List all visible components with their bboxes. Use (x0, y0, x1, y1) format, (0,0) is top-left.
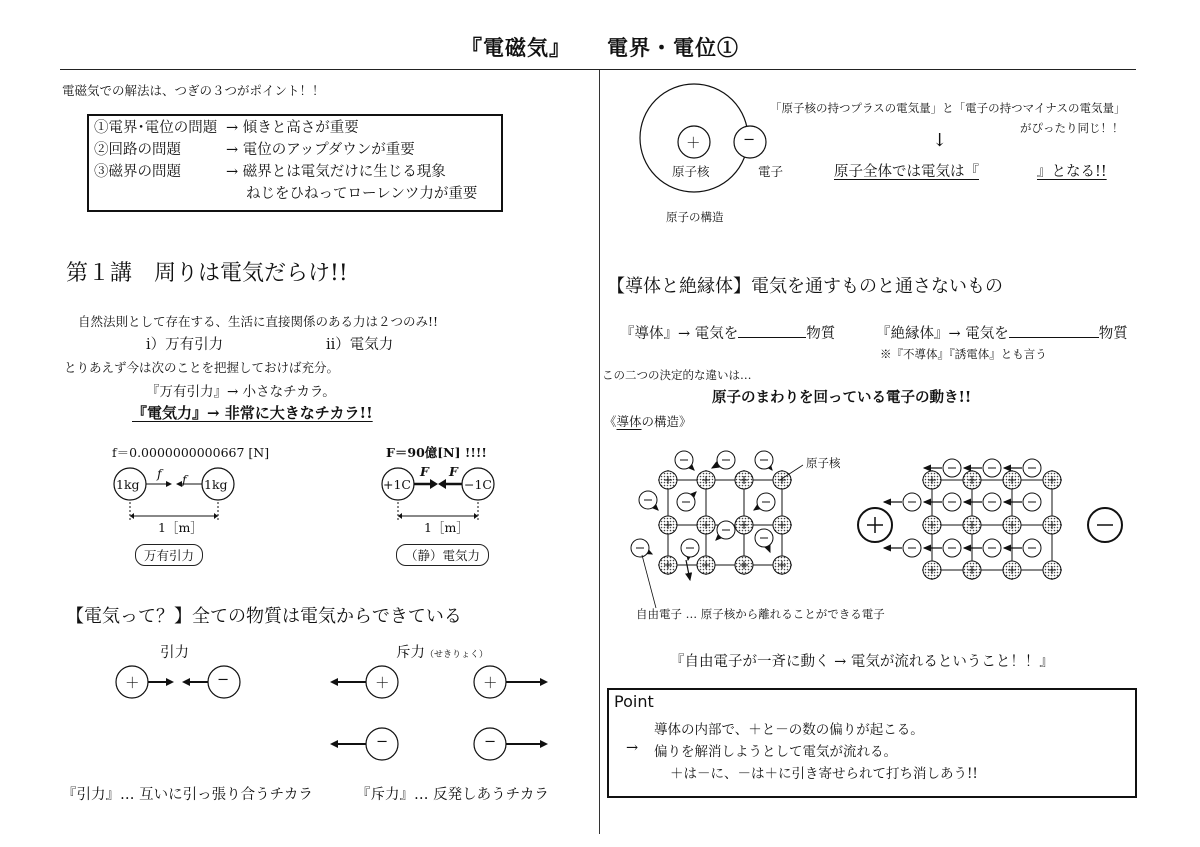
attraction-label: 引力 (160, 645, 189, 661)
lecture-title: 第１講 周りは電気だらけ!! (66, 261, 348, 286)
page-title (0, 32, 1200, 62)
attract-plus-sign: ＋ (125, 676, 140, 692)
nucleus-pointer-label: 原子核 (806, 456, 841, 470)
intro-text: 電磁気での解法は、つぎの３つがポイント！！ (62, 83, 325, 98)
down-arrow-icon: ↓ (932, 130, 948, 151)
nucleus-sign: ＋ (686, 136, 701, 152)
atom-structure-diagram (632, 82, 782, 212)
charge-1-label: +1C (383, 477, 411, 492)
point-row: ③磁界の問題 → 磁界とは電気だけに生じる現象 (94, 164, 446, 180)
point-row: ②回路の問題 → 電位のアップダウンが重要 (94, 142, 415, 158)
key-point: 原子のまわりを回っている電子の動き!! (712, 389, 972, 406)
section-electricity-title: 【電気って？】全ての物質は電気からできている (66, 606, 462, 627)
atom-structure-label: 原子の構造 (666, 210, 724, 224)
repel-plus-sign-1: ＋ (375, 676, 390, 692)
charge-2-label: −1C (464, 477, 492, 492)
difference-text: この二つの決定的な違いは… (602, 368, 752, 382)
title-subject: 『電磁気』 (461, 35, 571, 60)
gravity-force-label-1: f (157, 466, 162, 481)
conductor-structure-title: 《導体の構造》 (604, 414, 692, 429)
atom-neutral-conclusion: 原子全体では電気は『 』となる!! (834, 164, 1107, 180)
charge-balance-quote-1: 「原子核の持つプラスの電気量」と「電子の持つマイナスの電気量」 (770, 101, 1126, 115)
insulator-note: ※『不導体』『誘電体』とも言う (880, 347, 1047, 361)
repel-minus-sign-2: − (484, 734, 497, 750)
repel-plus-sign-2: ＋ (483, 676, 498, 692)
flow-quote: 『自由電子が一斉に動く → 電気が流れるということ！！』 (670, 654, 1054, 670)
gravity-distance: 1［m］ (158, 520, 203, 535)
point-row: ①電界･電位の問題 → 傾きと高さが重要 (94, 120, 359, 136)
insulator-definition: 『絶縁体』→ 電気を 物質 (876, 322, 1128, 343)
attraction-caption: 『引力』… 互いに引っ張り合うチカラ (62, 787, 313, 803)
point-title: Point (614, 692, 654, 711)
gravity-formula: f＝0.0000000000667 [N] (112, 445, 270, 460)
repel-minus-sign-1: − (376, 734, 389, 750)
gravity-note: 『万有引力』→ 小さなチカラ。 (146, 384, 336, 400)
gravity-caption: 万有引力 (135, 544, 203, 566)
mass-2-label: 1kg (204, 477, 228, 492)
conductor-definition: 『導体』→ 電気を 物質 (620, 322, 835, 343)
repulsion-caption: 『斥力』… 反発しあうチカラ (356, 787, 549, 803)
electric-distance: 1［m］ (424, 520, 469, 535)
nucleus-label: 原子核 (672, 164, 710, 179)
section-conductor-title: 【導体と絶縁体】電気を通すものと通さないもの (607, 276, 1003, 297)
electron-sign: − (743, 132, 756, 148)
mass-1-label: 1kg (116, 477, 140, 492)
repulsion-label: 斥力（せきりょく） (396, 645, 489, 661)
force-item-electric: ⅱ）電気力 (326, 337, 394, 353)
point-row: ねじをひねってローレンツ力が重要 (246, 186, 478, 202)
header-rule (60, 69, 1136, 70)
points-list (94, 117, 477, 205)
electron-label: 電子 (758, 164, 784, 179)
grasp-text: とりあえず今は次のことを把握しておけば充分。 (64, 360, 340, 375)
electric-caption: （静）電気力 (396, 544, 489, 566)
free-electron-caption: 自由電子 … 原子核から離れることができる電子 (636, 607, 885, 621)
electric-formula: F＝90億[N] !!!! (386, 445, 487, 460)
conductor-blank (738, 323, 806, 338)
natural-law-text: 自然法則として存在する、生活に直接関係のある力は２つのみ!! (78, 314, 439, 329)
electric-force-label-2: F (449, 464, 458, 479)
title-topic: 電界・電位① (607, 35, 739, 60)
gravity-force-label-2: f (182, 472, 187, 487)
point-line-2: 偏りを解消しようとして電気が流れる。 (654, 744, 897, 760)
charge-balance-quote-2: がぴったり同じ！！ (1020, 121, 1124, 135)
point-arrow-icon: → (626, 740, 639, 756)
insulator-blank (1009, 323, 1099, 338)
conductor-lattice-diagram (600, 430, 1140, 615)
point-line-3: ＋は－に、－は＋に引き寄せられて打ち消しあう!! (670, 766, 978, 782)
force-item-gravity: ⅰ）万有引力 (146, 337, 224, 353)
electric-note: 『電気力』→ 非常に大きなチカラ!! (132, 404, 373, 422)
electric-force-label-1: F (420, 464, 429, 479)
attract-minus-sign: − (217, 672, 230, 688)
point-line-1: 導体の内部で、＋と－の数の偏りが起こる。 (654, 722, 924, 738)
